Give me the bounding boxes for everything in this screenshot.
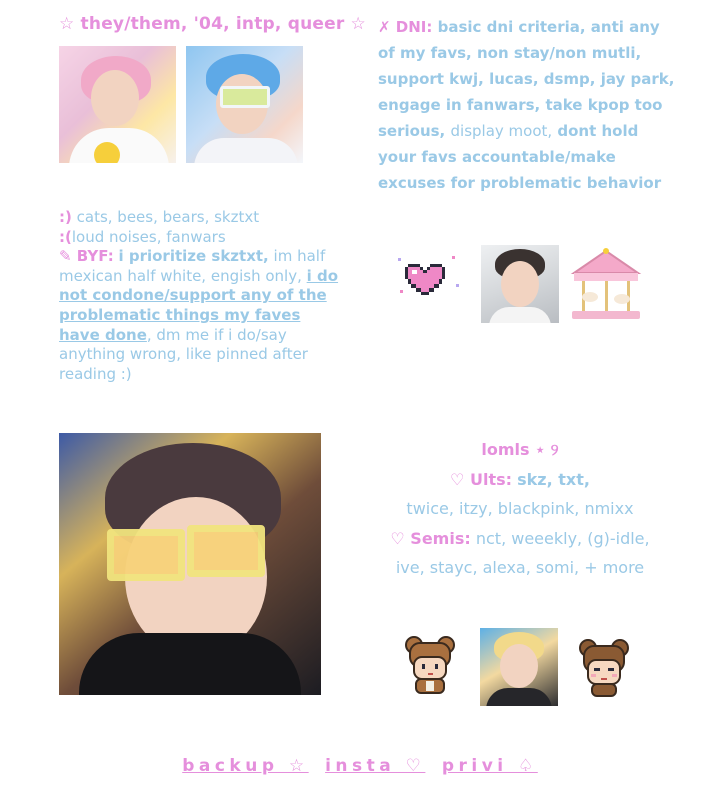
dni-text bbox=[378, 14, 678, 196]
semis-line-1: nct, weeekly, (g)-idle, bbox=[475, 528, 650, 548]
photo-pink-hair bbox=[59, 46, 176, 163]
likes-list: cats, bees, bears, skztxt bbox=[76, 208, 260, 226]
link-privi[interactable]: privi ♤ bbox=[441, 756, 538, 776]
photo-portrait-small bbox=[480, 628, 558, 706]
bear-boy-right-icon bbox=[578, 638, 630, 698]
pixel-heart-icon bbox=[396, 254, 462, 304]
byf-underlined: i do not condone/support any of the problematic things my faves have done bbox=[59, 266, 339, 344]
byf-label: ✎ BYF: bbox=[59, 247, 114, 266]
semis-line-2: ive, stayc, alexa, somi, + more bbox=[395, 558, 645, 577]
ults-label: ♡ Ults: bbox=[450, 469, 513, 489]
ults-line-2: twice, itzy, blackpink, nmixx bbox=[406, 499, 634, 518]
dni-label: ✗ DNI: bbox=[378, 18, 433, 36]
dni-plain: display moot, bbox=[450, 122, 553, 140]
photo-yellow-glasses bbox=[59, 433, 321, 695]
byf-tail: , dm me if i do/say anything wrong, like pinned after reading :) bbox=[59, 325, 308, 383]
photo-portrait-middle bbox=[481, 245, 559, 323]
like-prefix: :) bbox=[59, 208, 72, 226]
semis-label: ♡ Semis: bbox=[390, 528, 471, 548]
pronouns-header: ☆ they/them, '04, intp, queer ☆ bbox=[59, 14, 366, 34]
dislike-prefix: :( bbox=[59, 227, 72, 246]
lomls-title: lomls ⋆ ୨ bbox=[481, 440, 559, 459]
faves-block bbox=[370, 435, 670, 583]
photo-blue-hair bbox=[186, 46, 303, 163]
link-insta[interactable]: insta ♡ bbox=[325, 756, 426, 776]
byf-text: im half mexican half white, engish only, bbox=[59, 247, 326, 285]
link-backup[interactable]: backup ☆ bbox=[182, 756, 309, 776]
bear-boy-left-icon bbox=[404, 635, 456, 699]
ults-line-1: skz, txt, bbox=[517, 469, 590, 489]
carousel-icon bbox=[568, 247, 644, 323]
dislikes-list: loud noises, fanwars bbox=[71, 227, 226, 246]
links-row bbox=[0, 756, 720, 776]
about-text bbox=[59, 208, 344, 384]
dni-criteria-2: dont hold your favs accountable/make excuses for problematic behavior bbox=[378, 122, 662, 192]
byf-priority: i prioritize skztxt, bbox=[118, 247, 269, 266]
dni-criteria: basic dni criteria, anti any of my favs, non stay/non mutli, support kwj, lucas, dsmp, jay park, engage in fanwars, take kpop too serious, bbox=[378, 18, 675, 140]
